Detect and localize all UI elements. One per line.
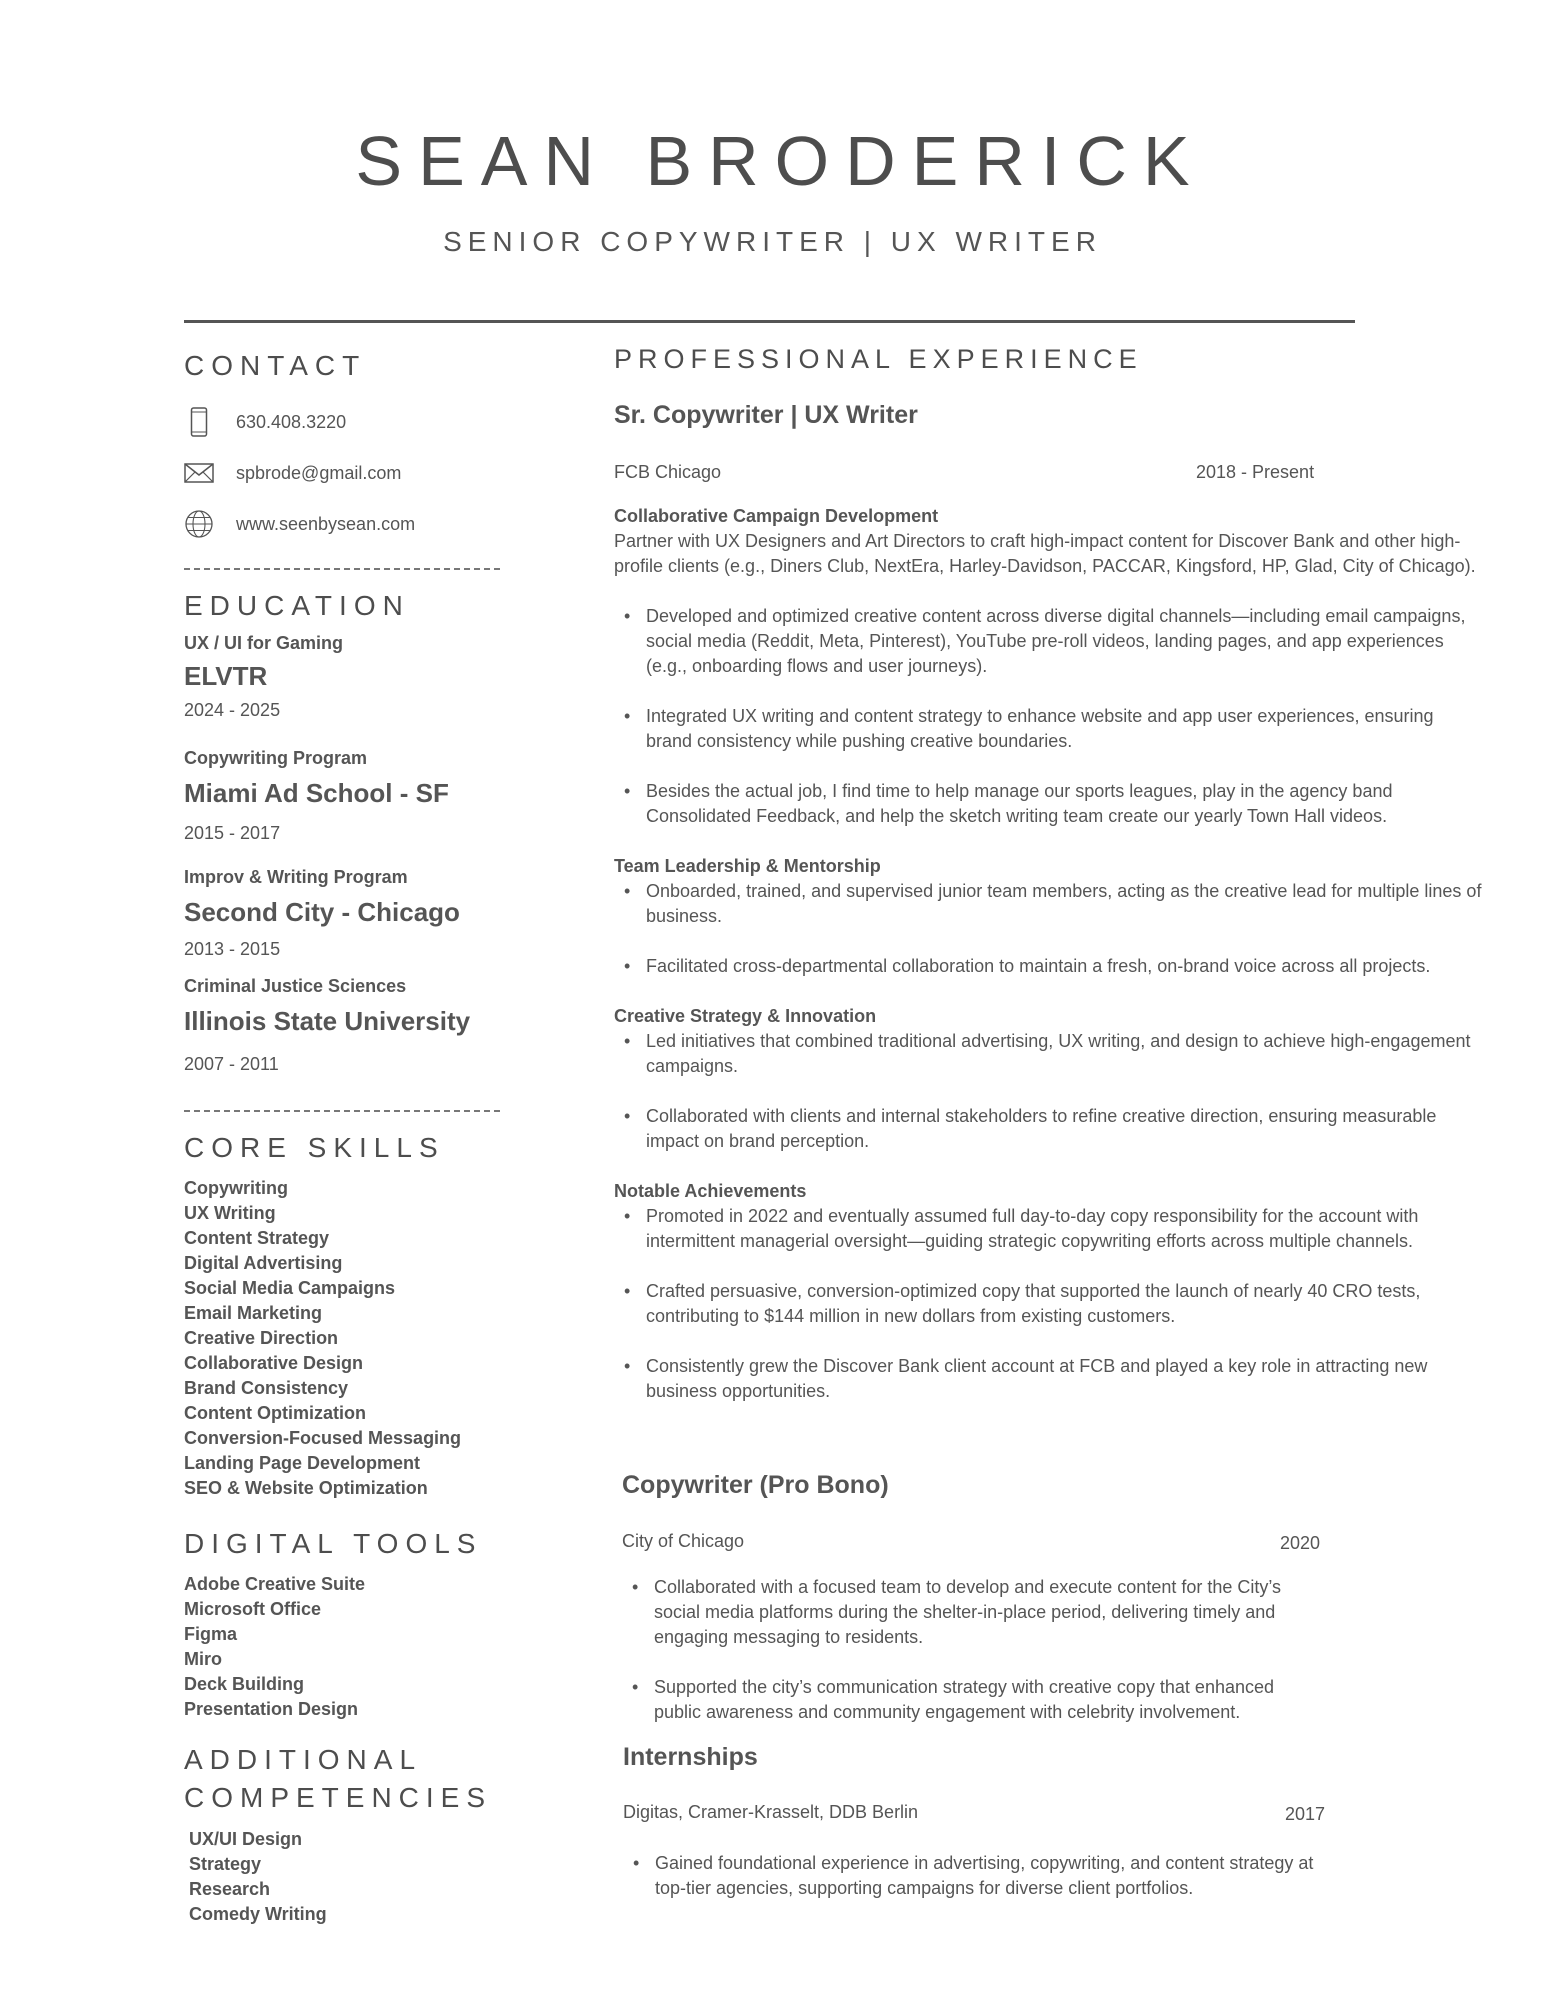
bullet-list	[614, 1029, 1484, 1154]
website-link[interactable]: www.seenbysean.com	[236, 513, 416, 534]
list-item: Figma	[184, 1624, 238, 1644]
contact-email	[184, 458, 401, 488]
edu-years: 2024 - 2025	[184, 700, 281, 720]
list-item: • Gained foundational experience in advertising, copywriting, and content strategy at top-tier agencies, supporting campaigns for diverse client portfolios.	[623, 1851, 1343, 1901]
list-item: Social Media Campaigns	[184, 1278, 396, 1298]
section-intro: Partner with UX Designers and Art Directors to craft high-impact content for Discover Bank and other high-profile clients (e.g., Diners Club, NextEra, Harley-Davidson, PACCAR, Kingsford, HP, Glad, City of Chicago).	[614, 531, 1476, 576]
bullet-list	[623, 1851, 1343, 1901]
list-item: Comedy Writing	[189, 1904, 327, 1924]
list-item: SEO & Website Optimization	[184, 1478, 428, 1498]
list-item: Landing Page Development	[184, 1453, 421, 1473]
list-item: • Besides the actual job, I find time to help manage our sports leagues, play in the agency band Consolidated Feedback, and help the sketch writing team create our yearly Town Hall videos.	[614, 779, 1484, 829]
experience-heading: PROFESSIONAL EXPERIENCE	[614, 344, 1143, 374]
list-item: • Developed and optimized creative content across diverse digital channels—including email campaigns, social media (Reddit, Meta, Pinterest), YouTube pre-roll videos, landing pages, and app experiences (e.g., onboarding flows and user journeys).	[614, 604, 1484, 679]
mail-icon	[184, 458, 214, 488]
phone-number: 630.408.3220	[236, 411, 347, 432]
education-heading: EDUCATION	[184, 590, 410, 621]
additional-heading-line1: ADDITIONAL	[184, 1744, 423, 1775]
bullet-list	[614, 1204, 1484, 1404]
list-item: • Promoted in 2022 and eventually assumed full day-to-day copy responsibility for the account with intermittent managerial oversight—guiding strategic copywriting efforts across multiple channels.	[614, 1204, 1484, 1254]
list-item: • Onboarded, trained, and supervised junior team members, acting as the creative lead for multiple lines of business.	[614, 879, 1484, 929]
job-title: Internships	[623, 1743, 758, 1771]
bullet-list	[614, 604, 1484, 829]
list-item: Content Strategy	[184, 1228, 330, 1248]
list-item: • Facilitated cross-departmental collaboration to maintain a fresh, on-brand voice across all projects.	[614, 954, 1484, 979]
list-item: Creative Direction	[184, 1328, 339, 1348]
list-item: • Collaborated with a focused team to develop and execute content for the City’s social media platforms during the shelter-in-place period, delivering timely and engaging messaging to residents.	[622, 1575, 1322, 1650]
edu-program: Improv & Writing Program	[184, 867, 408, 887]
edu-school: Second City - Chicago	[184, 897, 460, 927]
job-title: Sr. Copywriter | UX Writer	[614, 401, 918, 429]
section-divider	[184, 568, 500, 570]
edu-school: Illinois State University	[184, 1006, 471, 1036]
resume-name: SEAN BRODERICK	[355, 122, 1206, 200]
list-item: Miro	[184, 1649, 222, 1669]
bullet-list	[614, 879, 1484, 979]
core-skills-list	[184, 1176, 461, 1501]
section-subheading: Team Leadership & Mentorship	[614, 856, 881, 876]
job-dates: 2018 - Present	[1196, 462, 1315, 482]
list-item: Brand Consistency	[184, 1378, 349, 1398]
list-item: Deck Building	[184, 1674, 305, 1694]
edu-school: ELVTR	[184, 661, 268, 691]
contact-website	[184, 509, 415, 539]
job-company: Digitas, Cramer-Krasselt, DDB Berlin	[623, 1802, 919, 1822]
job-dates: 2017	[1285, 1804, 1326, 1824]
list-item: Presentation Design	[184, 1699, 359, 1719]
digital-tools-list	[184, 1572, 365, 1722]
contact-phone	[184, 407, 346, 437]
section-subheading: Creative Strategy & Innovation	[614, 1006, 877, 1026]
list-item: • Supported the city’s communication strategy with creative copy that enhanced public awareness and community engagement with celebrity involvement.	[622, 1675, 1322, 1725]
list-item: UX/UI Design	[189, 1829, 303, 1849]
section-divider	[184, 1110, 500, 1112]
list-item: Microsoft Office	[184, 1599, 322, 1619]
resume-title: SENIOR COPYWRITER | UX WRITER	[443, 226, 1102, 257]
section-subheading: Notable Achievements	[614, 1181, 807, 1201]
list-item: Conversion-Focused Messaging	[184, 1428, 462, 1448]
list-item: • Collaborated with clients and internal stakeholders to refine creative direction, ensuring measurable impact on brand perception.	[614, 1104, 1484, 1154]
list-item: Research	[189, 1879, 271, 1899]
list-item: Content Optimization	[184, 1403, 366, 1423]
edu-years: 2013 - 2015	[184, 939, 281, 959]
list-item: Collaborative Design	[184, 1353, 364, 1373]
digital-tools-heading: DIGITAL TOOLS	[184, 1528, 483, 1559]
list-item: Copywriting	[184, 1178, 288, 1198]
edu-school: Miami Ad School - SF	[184, 778, 449, 808]
job-dates: 2020	[1280, 1533, 1321, 1553]
additional-list	[189, 1827, 327, 1927]
edu-years: 2015 - 2017	[184, 823, 281, 843]
job-title: Copywriter (Pro Bono)	[622, 1471, 889, 1499]
list-item: Strategy	[189, 1854, 262, 1874]
contact-heading: CONTACT	[184, 350, 367, 381]
edu-program: Criminal Justice Sciences	[184, 976, 407, 996]
core-skills-heading: CORE SKILLS	[184, 1132, 445, 1163]
edu-years: 2007 - 2011	[184, 1054, 279, 1074]
section-subheading: Collaborative Campaign Development	[614, 506, 939, 526]
list-item: • Consistently grew the Discover Bank client account at FCB and played a key role in attracting new business opportunities.	[614, 1354, 1484, 1404]
phone-icon	[184, 407, 214, 437]
list-item: Adobe Creative Suite	[184, 1574, 366, 1594]
edu-program: UX / UI for Gaming	[184, 633, 344, 653]
header-divider	[184, 320, 1355, 323]
list-item: • Crafted persuasive, conversion-optimized copy that supported the launch of nearly 40 CRO tests, contributing to $144 million in new dollars from existing customers.	[614, 1279, 1484, 1329]
list-item: • Led initiatives that combined traditional advertising, UX writing, and design to achieve high-engagement campaigns.	[614, 1029, 1484, 1079]
email-link[interactable]: spbrode@gmail.com	[236, 462, 402, 483]
additional-heading-line2: COMPETENCIES	[184, 1782, 493, 1813]
bullet-list	[622, 1575, 1322, 1725]
job-company: FCB Chicago	[614, 462, 722, 482]
edu-program: Copywriting Program	[184, 748, 368, 768]
list-item: Digital Advertising	[184, 1253, 343, 1273]
list-item: Email Marketing	[184, 1303, 323, 1323]
list-item: UX Writing	[184, 1203, 276, 1223]
list-item: • Integrated UX writing and content strategy to enhance website and app user experiences, ensuring brand consistency while pushing creative boundaries.	[614, 704, 1484, 754]
job1-content	[614, 504, 1484, 1404]
job-company: City of Chicago	[622, 1531, 745, 1551]
globe-icon	[184, 509, 214, 539]
